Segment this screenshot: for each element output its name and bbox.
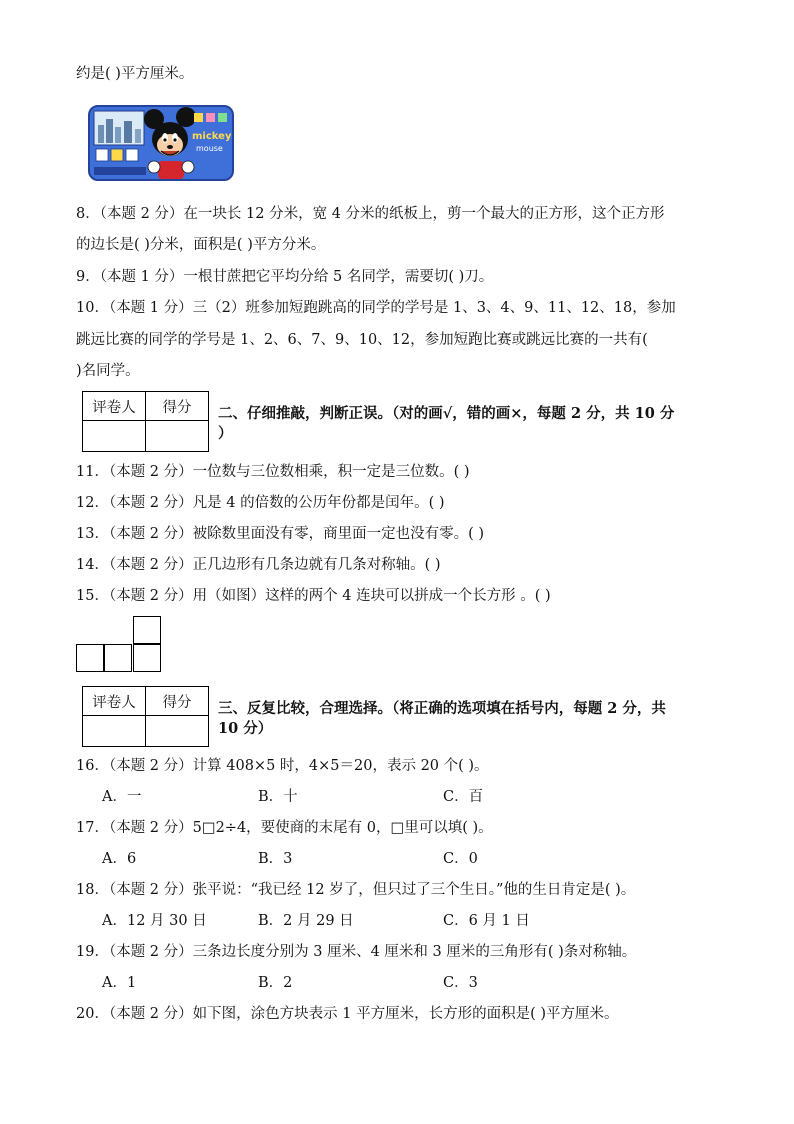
svg-text:mickey: mickey xyxy=(192,131,232,142)
q14-text: 14．（本题 2 分）正几边形有几条边就有几条对称轴。( ) xyxy=(76,557,441,573)
q17-option-a[interactable]: A．6 xyxy=(102,851,137,867)
q12-text: 12．（本题 2 分）凡是 4 的倍数的公历年份都是闰年。( ) xyxy=(76,495,445,511)
section-2-title: 二、仔细推敲，判断正误。（对的画√，错的画×，每题 2 分，共 10 分 xyxy=(218,405,675,422)
score-cell xyxy=(146,421,209,452)
q13-text: 13．（本题 2 分）被除数里面没有零，商里面一定也没有零。( ) xyxy=(76,526,485,542)
score-table-section-2 xyxy=(82,391,209,452)
q16-option-a[interactable]: A．一 xyxy=(102,789,142,805)
pencil-box-image xyxy=(88,105,234,181)
q20-text: 20．（本题 2 分）如下图，涂色方块表示 1 平方厘米，长方形的面积是( )平方厘米。 xyxy=(76,1006,619,1022)
q15-text: 15．（本题 2 分）用（如图）这样的两个 4 连块可以拼成一个长方形 。( ) xyxy=(76,588,551,604)
q7-tail-text: 约是( )平方厘米。 xyxy=(76,66,194,82)
svg-text:mouse: mouse xyxy=(196,144,223,153)
q8-line-2: 的边长是( )分米，面积是( )平方分米。 xyxy=(76,237,326,253)
score-table-section-3 xyxy=(82,686,209,747)
grader-cell xyxy=(83,421,146,452)
q18-option-b[interactable]: B．2 月 29 日 xyxy=(258,913,354,929)
grader-label: 评卷人 xyxy=(83,392,146,421)
q19-option-a[interactable]: A．1 xyxy=(102,975,137,991)
q17-text: 17．（本题 2 分）5□2÷4，要使商的末尾有 0，□里可以填( )。 xyxy=(76,820,493,836)
q16-option-b[interactable]: B．十 xyxy=(258,789,298,805)
q17-option-b[interactable]: B．3 xyxy=(258,851,293,867)
q16-option-c[interactable]: C．百 xyxy=(443,789,484,805)
q9-text: 9．（本题 1 分）一根甘蔗把它平均分给 5 名同学，需要切( )刀。 xyxy=(76,269,494,285)
block-3 xyxy=(133,644,161,672)
q19-text: 19．（本题 2 分）三条边长度分别为 3 厘米、4 厘米和 3 厘米的三角形有( )条对称轴。 xyxy=(76,944,637,960)
q18-option-a[interactable]: A．12 月 30 日 xyxy=(102,913,207,929)
q8-line-1: 8．（本题 2 分）在一块长 12 分米，宽 4 分米的纸板上，剪一个最大的正方形，这个正方形 xyxy=(76,206,665,222)
q17-option-c[interactable]: C．0 xyxy=(443,851,478,867)
q18-option-c[interactable]: C．6 月 1 日 xyxy=(443,913,530,929)
score-cell xyxy=(146,716,209,747)
section-3-title: 三、反复比较，合理选择。（将正确的选项填在括号内，每题 2 分，共 xyxy=(218,700,666,717)
block-top xyxy=(133,616,161,644)
section-2-title-cont: ） xyxy=(218,425,233,442)
grader-cell xyxy=(83,716,146,747)
section-3-title-cont: 10 分） xyxy=(218,720,273,737)
q19-option-b[interactable]: B．2 xyxy=(258,975,293,991)
q19-option-c[interactable]: C．3 xyxy=(443,975,478,991)
q16-text: 16．（本题 2 分）计算 408×5 时，4×5＝20，表示 20 个( )。 xyxy=(76,758,489,774)
score-label: 得分 xyxy=(146,687,209,716)
q18-text: 18．（本题 2 分）张平说：“我已经 12 岁了，但只过了三个生日。”他的生日肯定是( )。 xyxy=(76,882,636,898)
q10-line-2: 跳远比赛的同学的学号是 1、2、6、7、9、10、12，参加短跑比赛或跳远比赛的一共有( xyxy=(76,332,648,348)
block-2 xyxy=(104,644,132,672)
q10-line-3: )名同学。 xyxy=(76,363,140,379)
score-label: 得分 xyxy=(146,392,209,421)
grader-label: 评卷人 xyxy=(83,687,146,716)
q11-text: 11．（本题 2 分）一位数与三位数相乘，积一定是三位数。( ) xyxy=(76,464,470,480)
block-1 xyxy=(76,644,104,672)
q10-line-1: 10．（本题 1 分）三（2）班参加短跑跳高的同学的学号是 1、3、4、9、11、12、18，参加 xyxy=(76,300,676,316)
tetromino-figure xyxy=(76,616,166,674)
